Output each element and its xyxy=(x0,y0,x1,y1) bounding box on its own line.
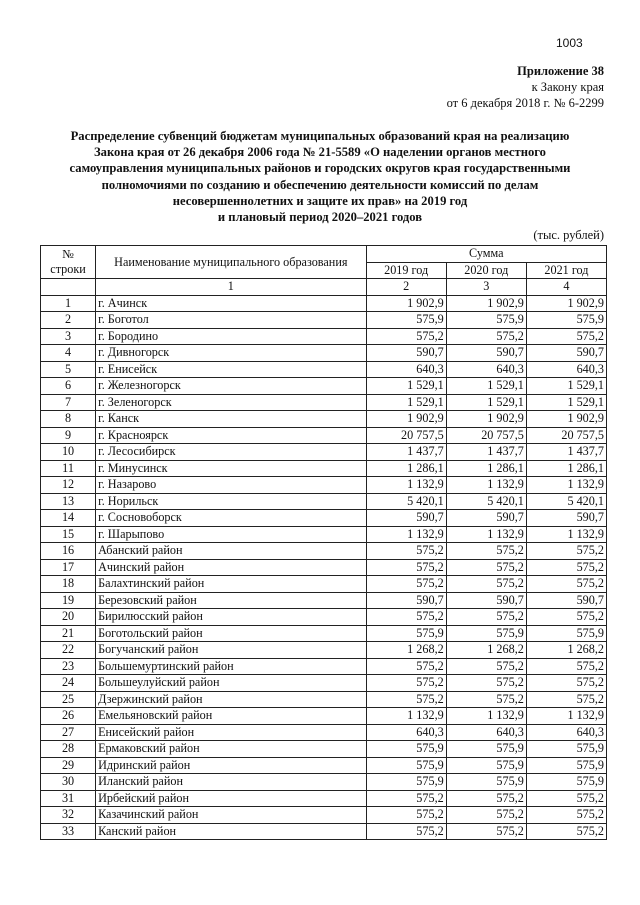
municipality-name: г. Назарово xyxy=(96,477,366,494)
row-number: 29 xyxy=(41,757,96,774)
amount-2021: 1 132,9 xyxy=(526,477,606,494)
amount-2019: 575,2 xyxy=(366,691,446,708)
row-number: 14 xyxy=(41,510,96,527)
amount-2021: 575,9 xyxy=(526,757,606,774)
amount-2021: 1 286,1 xyxy=(526,460,606,477)
municipality-name: г. Шарыпово xyxy=(96,526,366,543)
table-row xyxy=(41,724,607,741)
amount-2019: 575,2 xyxy=(366,675,446,692)
amount-2020: 640,3 xyxy=(446,361,526,378)
table-row xyxy=(41,493,607,510)
municipality-name: Ачинский район xyxy=(96,559,366,576)
amount-2020: 20 757,5 xyxy=(446,427,526,444)
table-row xyxy=(41,642,607,659)
page-number: 1003 xyxy=(556,36,583,50)
table-row xyxy=(41,691,607,708)
row-number: 22 xyxy=(41,642,96,659)
amount-2019: 590,7 xyxy=(366,345,446,362)
row-number: 17 xyxy=(41,559,96,576)
table-row xyxy=(41,741,607,758)
municipality-name: г. Лесосибирск xyxy=(96,444,366,461)
row-number: 31 xyxy=(41,790,96,807)
amount-2021: 575,9 xyxy=(526,625,606,642)
amount-2021: 575,9 xyxy=(526,312,606,329)
table-row xyxy=(41,708,607,725)
amount-2019: 575,2 xyxy=(366,576,446,593)
amount-2021: 20 757,5 xyxy=(526,427,606,444)
amount-2021: 575,9 xyxy=(526,774,606,791)
row-number: 33 xyxy=(41,823,96,840)
amount-2021: 590,7 xyxy=(526,510,606,527)
row-number: 2 xyxy=(41,312,96,329)
amount-2021: 575,9 xyxy=(526,741,606,758)
row-number: 3 xyxy=(41,328,96,345)
row-number: 32 xyxy=(41,807,96,824)
row-number: 20 xyxy=(41,609,96,626)
column-index: 1 xyxy=(96,279,366,296)
table-row xyxy=(41,757,607,774)
row-number: 7 xyxy=(41,394,96,411)
amount-2020: 575,9 xyxy=(446,625,526,642)
amount-2021: 575,2 xyxy=(526,807,606,824)
table-row xyxy=(41,394,607,411)
table-row xyxy=(41,807,607,824)
municipality-name: г. Норильск xyxy=(96,493,366,510)
row-number: 19 xyxy=(41,592,96,609)
table-row xyxy=(41,411,607,428)
amount-2019: 575,2 xyxy=(366,823,446,840)
table-row xyxy=(41,427,607,444)
title-line: несовершеннолетних и защите их прав» на 2019 год xyxy=(172,193,468,208)
title-line: Распределение субвенций бюджетам муниципальных образований края на реализацию xyxy=(70,129,570,143)
table-row xyxy=(41,477,607,494)
amount-2021: 1 902,9 xyxy=(526,295,606,312)
row-number: 1 xyxy=(41,295,96,312)
amount-2019: 575,2 xyxy=(366,559,446,576)
amount-2021: 575,2 xyxy=(526,823,606,840)
amount-2021: 1 132,9 xyxy=(526,708,606,725)
table-row xyxy=(41,444,607,461)
amount-2020: 575,2 xyxy=(446,609,526,626)
amount-2019: 640,3 xyxy=(366,361,446,378)
row-number: 30 xyxy=(41,774,96,791)
row-number: 9 xyxy=(41,427,96,444)
amount-2019: 575,9 xyxy=(366,312,446,329)
municipality-name: Казачинский район xyxy=(96,807,366,824)
table-row xyxy=(41,675,607,692)
amount-2021: 575,2 xyxy=(526,609,606,626)
amount-2019: 590,7 xyxy=(366,592,446,609)
appendix-date: от 6 декабря 2018 г. № 6-2299 xyxy=(446,96,604,110)
table-row xyxy=(41,460,607,477)
municipality-name: Емельяновский район xyxy=(96,708,366,725)
title-line: Закона края от 26 декабря 2006 года № 21-5589 «О наделении органов местного xyxy=(94,145,546,160)
amount-2020: 1 132,9 xyxy=(446,708,526,725)
title-line: и плановый период 2020–2021 годов xyxy=(217,210,423,225)
table-row xyxy=(41,559,607,576)
municipality-name: г. Железногорск xyxy=(96,378,366,395)
table-row xyxy=(41,658,607,675)
amount-2019: 575,2 xyxy=(366,790,446,807)
amount-2021: 575,2 xyxy=(526,576,606,593)
amount-2021: 575,2 xyxy=(526,675,606,692)
amount-2019: 575,9 xyxy=(366,625,446,642)
amount-2020: 575,9 xyxy=(446,741,526,758)
municipality-name: г. Бородино xyxy=(96,328,366,345)
column-index-row xyxy=(41,279,607,296)
row-number: 28 xyxy=(41,741,96,758)
table-row xyxy=(41,823,607,840)
municipality-name: Идринский район xyxy=(96,757,366,774)
municipality-name: Бирилюсский район xyxy=(96,609,366,626)
amount-2021: 590,7 xyxy=(526,345,606,362)
row-number: 27 xyxy=(41,724,96,741)
row-number: 4 xyxy=(41,345,96,362)
municipality-name: г. Сосновоборск xyxy=(96,510,366,527)
row-number: 24 xyxy=(41,675,96,692)
table-row xyxy=(41,295,607,312)
municipality-name: г. Дивногорск xyxy=(96,345,366,362)
amount-2020: 1 529,1 xyxy=(446,394,526,411)
amount-2019: 575,2 xyxy=(366,609,446,626)
row-number: 10 xyxy=(41,444,96,461)
amount-2019: 1 132,9 xyxy=(366,526,446,543)
table-row xyxy=(41,576,607,593)
amount-2021: 575,2 xyxy=(526,790,606,807)
amount-2020: 1 286,1 xyxy=(446,460,526,477)
row-number: 8 xyxy=(41,411,96,428)
municipality-name: Дзержинский район xyxy=(96,691,366,708)
amount-2020: 575,2 xyxy=(446,807,526,824)
row-number: 5 xyxy=(41,361,96,378)
amount-2020: 590,7 xyxy=(446,345,526,362)
table-row xyxy=(41,609,607,626)
column-index: 3 xyxy=(446,279,526,296)
appendix-header xyxy=(447,63,604,111)
amount-2020: 575,2 xyxy=(446,691,526,708)
amount-2020: 1 902,9 xyxy=(446,411,526,428)
header-sum: Сумма xyxy=(366,246,606,263)
municipality-name: Абанский район xyxy=(96,543,366,560)
amount-2020: 575,2 xyxy=(446,543,526,560)
table-row xyxy=(41,625,607,642)
header-year-2019: 2019 год xyxy=(366,262,446,279)
amount-2021: 640,3 xyxy=(526,361,606,378)
amount-2021: 575,2 xyxy=(526,691,606,708)
amount-2019: 575,2 xyxy=(366,807,446,824)
document-title xyxy=(40,128,600,225)
amount-2020: 5 420,1 xyxy=(446,493,526,510)
municipality-name: Большеулуйский район xyxy=(96,675,366,692)
amount-2020: 575,9 xyxy=(446,774,526,791)
header-row-number: № строки xyxy=(41,246,96,279)
amount-2019: 20 757,5 xyxy=(366,427,446,444)
amount-2019: 1 902,9 xyxy=(366,295,446,312)
amount-2020: 1 132,9 xyxy=(446,526,526,543)
budget-table xyxy=(40,245,607,840)
row-number: 16 xyxy=(41,543,96,560)
amount-2021: 575,2 xyxy=(526,328,606,345)
amount-2019: 1 437,7 xyxy=(366,444,446,461)
amount-2019: 575,9 xyxy=(366,774,446,791)
municipality-name: Ирбейский район xyxy=(96,790,366,807)
title-line: самоуправления муниципальных районов и городских округов края государственными xyxy=(69,161,571,176)
municipality-name: Балахтинский район xyxy=(96,576,366,593)
column-index xyxy=(41,279,96,296)
municipality-name: Ермаковский район xyxy=(96,741,366,758)
amount-2019: 1 902,9 xyxy=(366,411,446,428)
table-row xyxy=(41,592,607,609)
municipality-name: г. Канск xyxy=(96,411,366,428)
amount-2021: 1 529,1 xyxy=(526,394,606,411)
amount-2021: 590,7 xyxy=(526,592,606,609)
amount-2019: 575,2 xyxy=(366,658,446,675)
amount-2020: 640,3 xyxy=(446,724,526,741)
municipality-name: Богучанский район xyxy=(96,642,366,659)
header-year-2021: 2021 год xyxy=(526,262,606,279)
table-row xyxy=(41,526,607,543)
municipality-name: Канский район xyxy=(96,823,366,840)
amount-2019: 575,2 xyxy=(366,328,446,345)
amount-2020: 575,2 xyxy=(446,658,526,675)
amount-2019: 5 420,1 xyxy=(366,493,446,510)
amount-2019: 640,3 xyxy=(366,724,446,741)
amount-2020: 590,7 xyxy=(446,510,526,527)
amount-2019: 1 132,9 xyxy=(366,477,446,494)
table-row xyxy=(41,345,607,362)
amount-2020: 575,2 xyxy=(446,675,526,692)
amount-2019: 1 529,1 xyxy=(366,394,446,411)
amount-2021: 575,2 xyxy=(526,559,606,576)
table-row xyxy=(41,510,607,527)
row-number: 21 xyxy=(41,625,96,642)
table-row xyxy=(41,543,607,560)
amount-2021: 5 420,1 xyxy=(526,493,606,510)
amount-2019: 575,9 xyxy=(366,757,446,774)
header-municipality-name: Наименование муниципального образования xyxy=(96,246,366,279)
municipality-name: Иланский район xyxy=(96,774,366,791)
municipality-name: г. Минусинск xyxy=(96,460,366,477)
column-index: 2 xyxy=(366,279,446,296)
amount-2021: 1 268,2 xyxy=(526,642,606,659)
amount-2020: 1 529,1 xyxy=(446,378,526,395)
table-row xyxy=(41,378,607,395)
appendix-title: Приложение 38 xyxy=(517,64,604,78)
municipality-name: г. Зеленогорск xyxy=(96,394,366,411)
municipality-name: Боготольский район xyxy=(96,625,366,642)
amount-2019: 1 529,1 xyxy=(366,378,446,395)
units-note: (тыс. рублей) xyxy=(533,228,604,242)
amount-2020: 575,2 xyxy=(446,823,526,840)
municipality-name: г. Боготол xyxy=(96,312,366,329)
municipality-name: г. Ачинск xyxy=(96,295,366,312)
row-number: 13 xyxy=(41,493,96,510)
municipality-name: Большемуртинский район xyxy=(96,658,366,675)
amount-2020: 1 132,9 xyxy=(446,477,526,494)
amount-2019: 1 268,2 xyxy=(366,642,446,659)
amount-2020: 575,2 xyxy=(446,328,526,345)
amount-2019: 590,7 xyxy=(366,510,446,527)
row-number: 18 xyxy=(41,576,96,593)
amount-2021: 1 902,9 xyxy=(526,411,606,428)
title-line: полномочиями по созданию и обеспечению деятельности комиссий по делам xyxy=(101,177,539,192)
municipality-name: Енисейский район xyxy=(96,724,366,741)
table-row xyxy=(41,328,607,345)
municipality-name: г. Красноярск xyxy=(96,427,366,444)
amount-2019: 575,9 xyxy=(366,741,446,758)
amount-2020: 590,7 xyxy=(446,592,526,609)
amount-2020: 575,2 xyxy=(446,790,526,807)
table-row xyxy=(41,312,607,329)
row-number: 26 xyxy=(41,708,96,725)
amount-2021: 575,2 xyxy=(526,658,606,675)
row-number: 25 xyxy=(41,691,96,708)
amount-2020: 575,2 xyxy=(446,576,526,593)
amount-2021: 575,2 xyxy=(526,543,606,560)
municipality-name: г. Енисейск xyxy=(96,361,366,378)
amount-2020: 575,9 xyxy=(446,757,526,774)
appendix-law-ref: к Закону края xyxy=(531,80,604,94)
amount-2021: 1 529,1 xyxy=(526,378,606,395)
amount-2021: 1 132,9 xyxy=(526,526,606,543)
amount-2021: 1 437,7 xyxy=(526,444,606,461)
amount-2020: 575,2 xyxy=(446,559,526,576)
table-body xyxy=(41,295,607,840)
row-number: 12 xyxy=(41,477,96,494)
table-row xyxy=(41,790,607,807)
row-number: 11 xyxy=(41,460,96,477)
column-index: 4 xyxy=(526,279,606,296)
row-number: 6 xyxy=(41,378,96,395)
row-number: 23 xyxy=(41,658,96,675)
amount-2020: 1 902,9 xyxy=(446,295,526,312)
municipality-name: Березовский район xyxy=(96,592,366,609)
table-row xyxy=(41,774,607,791)
table-row xyxy=(41,361,607,378)
amount-2020: 575,9 xyxy=(446,312,526,329)
amount-2021: 640,3 xyxy=(526,724,606,741)
amount-2020: 1 437,7 xyxy=(446,444,526,461)
amount-2019: 1 132,9 xyxy=(366,708,446,725)
amount-2019: 575,2 xyxy=(366,543,446,560)
row-number: 15 xyxy=(41,526,96,543)
amount-2019: 1 286,1 xyxy=(366,460,446,477)
header-year-2020: 2020 год xyxy=(446,262,526,279)
amount-2020: 1 268,2 xyxy=(446,642,526,659)
